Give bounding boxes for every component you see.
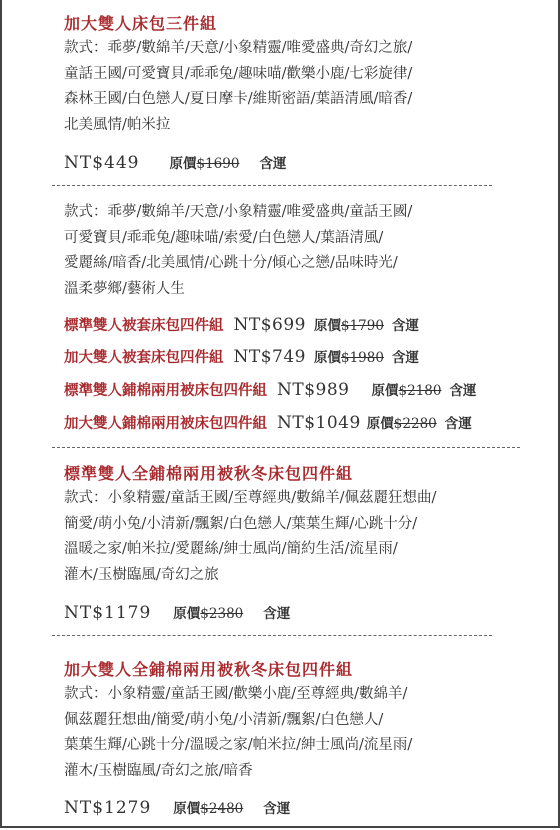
shipping-included: 含運	[391, 318, 419, 334]
section-3-price-row	[64, 602, 290, 623]
shipping-included: 含運	[259, 156, 287, 172]
section-1-styles	[64, 36, 412, 138]
sale-price: NT$1049	[277, 413, 361, 433]
style-line: 款式：小象精靈/童話王國/至尊經典/數綿羊/佩茲麗狂想曲/	[64, 490, 437, 506]
style-line: 愛麗絲/暗香/北美風情/心跳十分/傾心之戀/品味時光/	[64, 255, 398, 271]
style-line: 森林王國/白色戀人/夏日摩卡/維斯密語/葉語清風/暗香/	[64, 91, 413, 107]
section-4-price-row	[64, 797, 290, 818]
section-4-styles	[64, 682, 412, 784]
divider	[52, 635, 492, 636]
original-price: $1980	[340, 350, 384, 366]
divider	[52, 185, 492, 186]
set-row	[64, 314, 419, 335]
original-price: $2480	[200, 801, 244, 817]
style-line: 簡愛/萌小兔/小清新/飄絮/白色戀人/葉葉生輝/心跳十分/	[64, 515, 418, 532]
original-price: $1790	[340, 318, 384, 334]
original-price-label: 原價	[173, 801, 201, 817]
style-line: 可愛寶貝/乖乖兔/趣味喵/索愛/白色戀人/葉語清風/	[64, 229, 384, 246]
sale-price: NT$1279	[64, 798, 152, 818]
style-line: 灌木/玉樹臨風/奇幻之旅/暗香	[64, 762, 253, 779]
shipping-included: 含運	[263, 801, 291, 817]
original-price-label: 原價	[366, 416, 394, 432]
style-line: 童話王國/可愛寶貝/乖乖兔/趣味喵/歡樂小鹿/七彩旋律/	[64, 65, 413, 82]
divider	[52, 447, 520, 448]
shipping-included: 含運	[449, 383, 477, 399]
section-2-styles	[64, 200, 412, 302]
original-price: $2380	[200, 606, 244, 622]
style-line: 款式：乖夢/數綿羊/天意/小象精靈/唯愛盛典/奇幻之旅/	[64, 40, 413, 56]
style-line: 款式：小象精靈/童話王國/歡樂小鹿/至尊經典/數綿羊/	[64, 686, 408, 702]
original-price-label: 原價	[313, 350, 341, 366]
style-line: 款式：乖夢/數綿羊/天意/小象精靈/唯愛盛典/童話王國/	[64, 204, 413, 220]
style-line: 灌木/玉樹臨風/奇幻之旅	[64, 566, 219, 583]
section-3	[64, 464, 436, 588]
original-price-label: 原價	[173, 606, 201, 622]
shipping-included: 含運	[391, 350, 419, 366]
set-name: 加大雙人鋪棉兩用被床包四件組	[64, 415, 267, 432]
sale-price: NT$749	[233, 347, 306, 367]
style-line: 北美風情/帕米拉	[64, 116, 171, 133]
original-price-label: 原價	[371, 383, 399, 399]
section-3-styles	[64, 486, 436, 588]
style-line: 溫暖之家/帕米拉/愛麗絲/紳士風尚/簡約生活/流星雨/	[64, 541, 398, 557]
set-row	[64, 346, 419, 367]
original-price-label: 原價	[313, 318, 341, 334]
style-line: 佩茲麗狂想曲/簡愛/萌小兔/小清新/飄絮/白色戀人/	[64, 711, 384, 728]
set-row	[64, 379, 476, 400]
section-4-title: 加大雙人全鋪棉兩用被秋冬床包四件組	[64, 660, 354, 679]
original-price: $1690	[196, 156, 240, 172]
original-price: $2280	[393, 416, 437, 432]
set-row	[64, 412, 472, 433]
set-name: 標準雙人鋪棉兩用被床包四件組	[64, 382, 267, 399]
set-name: 標準雙人被套床包四件組	[64, 317, 224, 334]
sale-price: NT$1179	[64, 603, 152, 623]
sale-price: NT$989	[277, 380, 350, 400]
set-name: 加大雙人被套床包四件組	[64, 349, 224, 366]
section-1	[64, 14, 412, 138]
section-4	[64, 660, 412, 784]
style-line: 葉葉生輝/心跳十分/溫暖之家/帕米拉/紳士風尚/流星雨/	[64, 737, 413, 753]
sale-price: NT$449	[64, 153, 140, 173]
shipping-included: 含運	[444, 416, 472, 432]
section-3-title: 標準雙人全鋪棉兩用被秋冬床包四件組	[64, 464, 354, 483]
original-price: $2180	[398, 383, 442, 399]
style-line: 溫柔夢鄉/藝術人生	[64, 280, 185, 297]
original-price-label: 原價	[169, 156, 197, 172]
section-1-title: 加大雙人床包三件組	[64, 14, 218, 33]
sale-price: NT$699	[233, 315, 306, 335]
section-1-price-row	[64, 152, 286, 173]
shipping-included: 含運	[263, 606, 291, 622]
